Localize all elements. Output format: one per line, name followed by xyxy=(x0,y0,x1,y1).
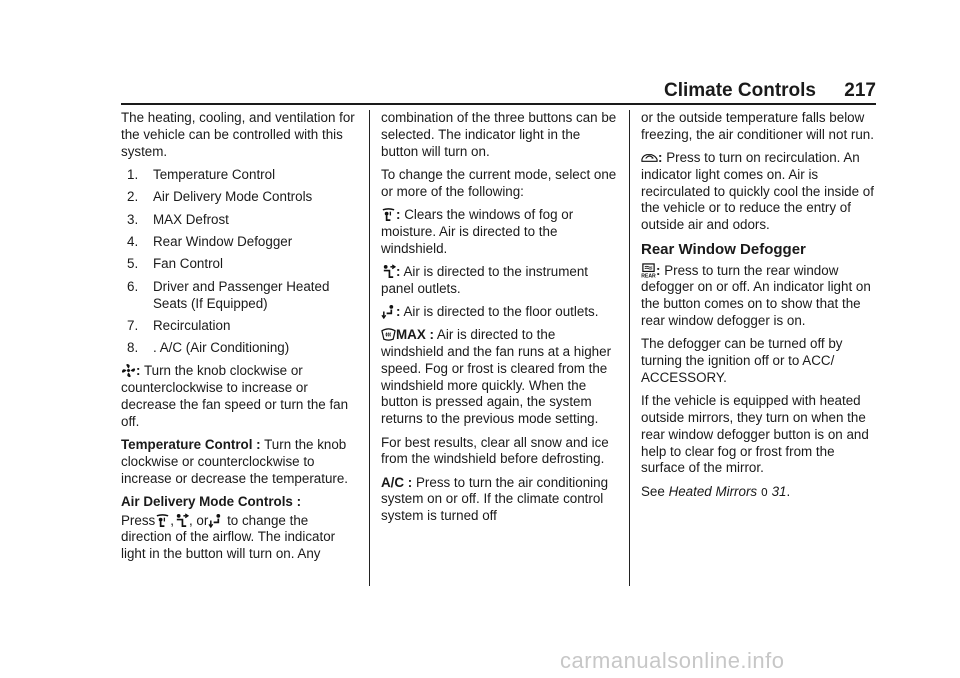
floor-mode-icon xyxy=(381,304,396,319)
vent-mode-icon xyxy=(174,513,189,528)
rear-window-defogger-heading: Rear Window Defogger xyxy=(641,240,806,258)
defrost-mode-icon xyxy=(155,513,170,528)
page-ref-arrow-icon: 0 xyxy=(760,485,768,499)
list-item: 2. Air Delivery Mode Controls xyxy=(127,189,313,205)
turn-off-paragraph: The defogger can be turned off by turning the ignition off or to ACC/ ACCESSORY. xyxy=(641,336,843,385)
ac-paragraph: A/C : Press to turn the air conditioning system on or off. If the climate control system is turned off xyxy=(381,474,609,524)
page-number: 217 xyxy=(844,80,876,101)
fan-control-paragraph: : Turn the knob clockwise or counterclockwise to increase or decrease the fan speed or turn the fan off. xyxy=(121,363,349,429)
continued-paragraph: combination of the three buttons can be selected. The indicator light in the button will turn on. xyxy=(381,110,617,159)
max-defrost-icon xyxy=(381,327,396,342)
list-item: 6. Driver and Passenger Heated Seats (If Equipped) xyxy=(127,278,330,311)
rear-defogger-icon xyxy=(641,263,656,278)
list-item: 1. Temperature Control xyxy=(127,166,276,182)
vent-mode-icon xyxy=(381,264,396,279)
column-3 xyxy=(641,110,877,508)
list-item: 7. Recirculation xyxy=(127,318,231,334)
temperature-control-paragraph: Temperature Control : Turn the knob clockwise or counterclockwise to increase or decrease the temperature. xyxy=(121,436,349,486)
fan-icon xyxy=(121,363,136,378)
recirculation-icon xyxy=(641,150,658,165)
intro-paragraph: The heating, cooling, and ventilation for the vehicle can be controlled with this system. xyxy=(121,110,355,159)
mode-intro-paragraph: To change the current mode, select one or more of the following: xyxy=(381,166,617,199)
defrost-paragraph: : Clears the windows of fog or moisture. Air is directed to the windshield. xyxy=(381,206,574,256)
continued-paragraph: or the outside temperature falls below freezing, the air conditioner will not run. xyxy=(641,110,874,142)
list-item: 5. Fan Control xyxy=(127,256,223,272)
best-results-paragraph: For best results, clear all snow and ice from the windshield before defrosting. xyxy=(381,434,609,467)
vent-paragraph: : Air is directed to the instrument panel outlets. xyxy=(381,263,589,296)
watermark: carmanualsonline.info xyxy=(560,648,785,673)
heated-mirrors-paragraph: If the vehicle is equipped with heated outside mirrors, they turn on when the rear window defogger button is on and help to clear fog or frost from the surface of the mirror. xyxy=(641,393,869,476)
column-divider-2 xyxy=(629,110,630,586)
see-reference: See Heated Mirrors 0 31. xyxy=(641,483,791,499)
controls-list xyxy=(121,167,357,357)
floor-paragraph: : Air is directed to the floor outlets. xyxy=(381,304,617,321)
max-defrost-paragraph: MAX : Air is directed to the windshield and the fan runs at a higher speed. Fog or frost is cleared from the windshield more quickly. When the button is pressed again, the system returns to the previous mode setting. xyxy=(381,327,612,427)
air-delivery-paragraph: Press , , or to change the direction of the airflow. The indicator light in the button will turn on. Any xyxy=(121,512,336,562)
column-divider-1 xyxy=(369,110,370,586)
list-item: 4. Rear Window Defogger xyxy=(127,234,293,250)
section-title: Climate Controls xyxy=(663,80,816,101)
defrost-mode-icon xyxy=(381,207,396,222)
list-item: 3. MAX Defrost xyxy=(127,211,229,227)
column-1 xyxy=(121,110,357,569)
list-item: 8. . A/C (Air Conditioning) xyxy=(127,340,290,356)
rear-defogger-paragraph: : Press to turn the rear window defogger on or off. An indicator light on the button comes on to show that the rear window defogger is on. xyxy=(641,262,871,328)
recirculation-paragraph: : Press to turn on recirculation. An indicator light comes on. Air is recirculated to quickly cool the inside of the vehicle or to reduce the entry of outside air and odors. xyxy=(641,150,874,233)
heated-mirrors-link[interactable]: Heated Mirrors xyxy=(668,483,758,499)
column-2 xyxy=(381,110,617,532)
air-delivery-heading: Air Delivery Mode Controls : xyxy=(121,493,302,509)
floor-mode-icon xyxy=(208,513,223,528)
header-rule xyxy=(121,103,876,105)
